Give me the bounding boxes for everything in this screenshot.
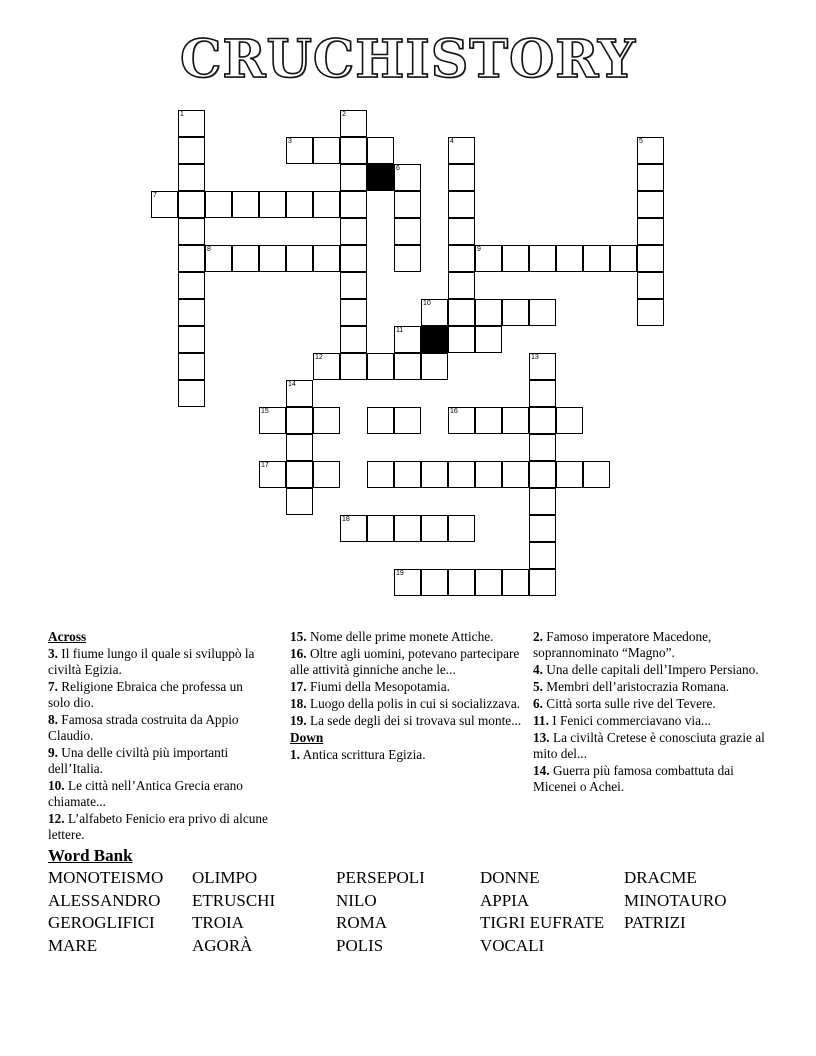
- crossword-cell[interactable]: [232, 245, 259, 272]
- clue-number: 14.: [533, 763, 550, 778]
- black-cell: [421, 326, 448, 353]
- crossword-cell[interactable]: [367, 137, 394, 164]
- word-bank-item: VOCALI: [480, 936, 545, 956]
- crossword-cell[interactable]: [529, 407, 556, 434]
- word-bank-item: TIGRI EUFRATE: [480, 913, 605, 933]
- crossword-cell[interactable]: [529, 488, 556, 515]
- crossword-cell[interactable]: [448, 299, 475, 326]
- crossword-cell[interactable]: [475, 407, 502, 434]
- clue: [533, 713, 773, 729]
- clue: [48, 646, 268, 678]
- crossword-cell[interactable]: [178, 380, 205, 407]
- clue: [290, 696, 525, 712]
- clue-number: 19.: [290, 713, 307, 728]
- crossword-cell[interactable]: [178, 164, 205, 191]
- crossword-cell[interactable]: [178, 110, 205, 137]
- crossword-cell[interactable]: [394, 164, 421, 191]
- crossword-cell[interactable]: [556, 407, 583, 434]
- crossword-cell[interactable]: [475, 245, 502, 272]
- clue-number: 3: [288, 138, 292, 145]
- clue: [533, 662, 773, 678]
- word-bank-item: ETRUSCHI: [192, 890, 276, 910]
- clue-number: 13.: [533, 730, 550, 745]
- crossword-cell[interactable]: [529, 353, 556, 380]
- crossword-cell[interactable]: [286, 461, 313, 488]
- crossword-cell[interactable]: [394, 461, 421, 488]
- clue-number: 15.: [290, 629, 307, 644]
- clue-text: Fiumi della Mesopotamia.: [306, 679, 450, 694]
- clue: [48, 778, 268, 810]
- crossword-cell[interactable]: [502, 407, 529, 434]
- page-title: CRUCHISTORY: [179, 29, 637, 90]
- crossword-cell[interactable]: [259, 191, 286, 218]
- crossword-cell[interactable]: [178, 326, 205, 353]
- crossword-cell[interactable]: [529, 434, 556, 461]
- word-bank-item: OLIMPO: [192, 868, 258, 887]
- crossword-cell[interactable]: [475, 569, 502, 596]
- word-bank-item: POLIS: [336, 936, 384, 956]
- crossword-cell[interactable]: [286, 191, 313, 218]
- crossword-cell[interactable]: [556, 461, 583, 488]
- crossword-cell[interactable]: [340, 299, 367, 326]
- word-bank-item: MINOTAURO: [624, 890, 727, 910]
- clue-number: 12.: [48, 811, 65, 826]
- clue-number: 5: [639, 138, 643, 145]
- clues-column-3: [533, 629, 773, 796]
- crossword-cell[interactable]: [448, 461, 475, 488]
- clue: [48, 679, 268, 711]
- crossword-cell[interactable]: [421, 353, 448, 380]
- crossword-cell[interactable]: [205, 191, 232, 218]
- crossword-cell[interactable]: [583, 461, 610, 488]
- word-bank-item: ALESSANDRO: [48, 890, 161, 910]
- clue: [533, 730, 773, 762]
- crossword-cell[interactable]: [394, 407, 421, 434]
- crossword-cell[interactable]: [340, 191, 367, 218]
- crossword-cell[interactable]: [259, 245, 286, 272]
- word-bank-item: DRACME: [624, 868, 697, 887]
- clue: [290, 629, 525, 645]
- clue-text: Religione Ebraica che professa un solo dio.: [48, 679, 243, 710]
- clue-number: 18.: [290, 696, 307, 711]
- clue-text: La civiltà Cretese è conosciuta grazie al mito del...: [533, 730, 765, 761]
- clue-text: Membri dell’aristocrazia Romana.: [542, 679, 730, 694]
- clue-text: Famosa strada costruita da Appio Claudio.: [48, 712, 239, 743]
- clue-text: I Fenici commerciavano via...: [548, 713, 711, 728]
- clue-text: L’alfabeto Fenicio era privo di alcune lettere.: [48, 811, 268, 842]
- clue: [533, 696, 773, 712]
- crossword-cell[interactable]: [637, 299, 664, 326]
- crossword-cell[interactable]: [313, 191, 340, 218]
- crossword-cell[interactable]: [286, 380, 313, 407]
- crossword-cell[interactable]: [448, 569, 475, 596]
- crossword-cell[interactable]: [367, 353, 394, 380]
- crossword-cell[interactable]: [448, 164, 475, 191]
- clue-number: 1: [180, 111, 184, 118]
- crossword-cell[interactable]: [502, 299, 529, 326]
- crossword-cell[interactable]: [178, 191, 205, 218]
- word-bank-item: MARE: [48, 936, 98, 956]
- crossword-cell[interactable]: [448, 191, 475, 218]
- crossword-cell[interactable]: [448, 137, 475, 164]
- clue-number: 5.: [533, 679, 543, 694]
- crossword-cell[interactable]: [286, 488, 313, 515]
- word-bank-item: GEROGLIFICI: [48, 913, 155, 933]
- clue-number: 16: [450, 408, 458, 415]
- crossword-cell[interactable]: [637, 164, 664, 191]
- crossword-cell[interactable]: [178, 299, 205, 326]
- clue-text: La sede degli dei si trovava sul monte...: [306, 713, 522, 728]
- clue-number: 10.: [48, 778, 65, 793]
- clue-number: 1.: [290, 747, 300, 762]
- clue-number: 19: [396, 570, 404, 577]
- clue-number: 12: [315, 354, 323, 361]
- crossword-cell[interactable]: [313, 407, 340, 434]
- clue-number: 7: [153, 192, 157, 199]
- word-bank-item: PERSEPOLI: [336, 868, 425, 887]
- crossword-cell[interactable]: [475, 299, 502, 326]
- crossword-cell[interactable]: [367, 407, 394, 434]
- crossword-cell[interactable]: [313, 353, 340, 380]
- crossword-cell[interactable]: [178, 245, 205, 272]
- crossword-cell[interactable]: [151, 191, 178, 218]
- crossword-cell[interactable]: [610, 245, 637, 272]
- crossword-cell[interactable]: [448, 407, 475, 434]
- crossword-cell[interactable]: [367, 461, 394, 488]
- crossword-cell[interactable]: [637, 245, 664, 272]
- crossword-cell[interactable]: [286, 245, 313, 272]
- crossword-cell[interactable]: [286, 407, 313, 434]
- clue-number: 2.: [533, 629, 543, 644]
- word-bank-item: AGORÀ: [192, 936, 253, 956]
- crossword-cell[interactable]: [340, 245, 367, 272]
- crossword-cell[interactable]: [178, 218, 205, 245]
- crossword-cell[interactable]: [637, 137, 664, 164]
- crossword-cell[interactable]: [178, 353, 205, 380]
- crossword-cell[interactable]: [178, 272, 205, 299]
- crossword-cell[interactable]: [340, 110, 367, 137]
- crossword-cell[interactable]: [286, 434, 313, 461]
- clues-column-1: [48, 629, 268, 844]
- crossword-cell[interactable]: [529, 515, 556, 542]
- clue-number: 6.: [533, 696, 543, 711]
- crossword-cell[interactable]: [475, 461, 502, 488]
- clue-number: 11.: [533, 713, 549, 728]
- crossword-cell[interactable]: [502, 245, 529, 272]
- clue-number: 10: [423, 300, 431, 307]
- crossword-cell[interactable]: [448, 272, 475, 299]
- crossword-cell[interactable]: [340, 353, 367, 380]
- clues-column-2: [290, 629, 525, 764]
- crossword-cell[interactable]: [232, 191, 259, 218]
- crossword-cell[interactable]: [394, 245, 421, 272]
- crossword-cell[interactable]: [286, 137, 313, 164]
- clue-number: 4.: [533, 662, 543, 677]
- clue: [290, 679, 525, 695]
- clue-text: Luogo della polis in cui si socializzava.: [306, 696, 521, 711]
- crossword-cell[interactable]: [394, 218, 421, 245]
- clue: [533, 629, 773, 661]
- crossword-cell[interactable]: [421, 299, 448, 326]
- clue: [48, 745, 268, 777]
- clue: [290, 646, 525, 678]
- clue-number: 9: [477, 246, 481, 253]
- crossword-cell[interactable]: [367, 515, 394, 542]
- clue-text: Famoso imperatore Macedone, soprannominato “Magno”.: [533, 629, 712, 660]
- word-bank-item: DONNE: [480, 868, 540, 887]
- clue: [290, 713, 525, 729]
- clue-number: 8: [207, 246, 211, 253]
- clue-text: Oltre agli uomini, potevano partecipare alle attività ginniche anche le...: [290, 646, 520, 677]
- clue-text: Le città nell’Antica Grecia erano chiamate...: [48, 778, 243, 809]
- crossword-cell[interactable]: [529, 245, 556, 272]
- crossword-cell[interactable]: [340, 326, 367, 353]
- crossword-cell[interactable]: [313, 245, 340, 272]
- word-bank-item: NILO: [336, 890, 377, 910]
- crossword-cell[interactable]: [637, 272, 664, 299]
- crossword-cell[interactable]: [259, 461, 286, 488]
- clue-number: 9.: [48, 745, 58, 760]
- clue: [48, 712, 268, 744]
- clue-number: 13: [531, 354, 539, 361]
- crossword-cell[interactable]: [475, 326, 502, 353]
- crossword-cell[interactable]: [583, 245, 610, 272]
- crossword-cell[interactable]: [394, 326, 421, 353]
- crossword-cell[interactable]: [394, 353, 421, 380]
- crossword-cell[interactable]: [259, 407, 286, 434]
- crossword-cell[interactable]: [529, 569, 556, 596]
- crossword-cell[interactable]: [529, 299, 556, 326]
- crossword-cell[interactable]: [313, 461, 340, 488]
- crossword-cell[interactable]: [394, 515, 421, 542]
- clue: [533, 679, 773, 695]
- crossword-cell[interactable]: [448, 245, 475, 272]
- clue: [533, 763, 773, 795]
- clue-number: 4: [450, 138, 454, 145]
- clue-text: Città sorta sulle rive del Tevere.: [542, 696, 716, 711]
- crossword-cell[interactable]: [529, 542, 556, 569]
- crossword-cell[interactable]: [502, 569, 529, 596]
- clue: [48, 811, 268, 843]
- clue-number: 7.: [48, 679, 58, 694]
- clue-number: 2: [342, 111, 346, 118]
- crossword-cell[interactable]: [340, 164, 367, 191]
- crossword-cell[interactable]: [529, 380, 556, 407]
- clue: [290, 747, 525, 763]
- clue-text: Antica scrittura Egizia.: [299, 747, 426, 762]
- crossword-cell[interactable]: [205, 245, 232, 272]
- clue-number: 18: [342, 516, 350, 523]
- word-bank-item: TROIA: [192, 913, 244, 933]
- word-bank-item: MONOTEISMO: [48, 868, 164, 887]
- clue-number: 3.: [48, 646, 58, 661]
- clue-number: 11: [396, 327, 404, 334]
- word-bank-item: APPIA: [480, 890, 530, 910]
- crossword-cell[interactable]: [556, 245, 583, 272]
- clue-number: 15: [261, 408, 269, 415]
- black-cell: [367, 164, 394, 191]
- crossword-cell[interactable]: [421, 461, 448, 488]
- clues-heading: Down: [290, 730, 324, 745]
- crossword-cell[interactable]: [637, 191, 664, 218]
- crossword-cell[interactable]: [448, 218, 475, 245]
- word-bank-item: PATRIZI: [624, 913, 686, 933]
- clue-number: 17.: [290, 679, 307, 694]
- crossword-cell[interactable]: [421, 515, 448, 542]
- crossword-cell[interactable]: [421, 569, 448, 596]
- crossword-cell[interactable]: [340, 137, 367, 164]
- clue-number: 6: [396, 165, 400, 172]
- clue-number: 17: [261, 462, 269, 469]
- clue-text: Una delle civiltà più importanti dell’Italia.: [48, 745, 229, 776]
- clue-text: Il fiume lungo il quale si sviluppò la civiltà Egizia.: [48, 646, 255, 677]
- crossword-cell[interactable]: [394, 569, 421, 596]
- clue-text: Nome delle prime monete Attiche.: [306, 629, 494, 644]
- clue-text: Guerra più famosa combattuta dai Micenei o Achei.: [533, 763, 734, 794]
- crossword-cell[interactable]: [313, 137, 340, 164]
- crossword-cell[interactable]: [340, 515, 367, 542]
- clue-number: 14: [288, 381, 296, 388]
- clues-heading: Across: [48, 629, 87, 644]
- crossword-cell[interactable]: [502, 461, 529, 488]
- clue-number: 8.: [48, 712, 58, 727]
- crossword-cell[interactable]: [637, 218, 664, 245]
- word-bank-title: Word Bank: [48, 846, 133, 865]
- crossword-cell[interactable]: [340, 218, 367, 245]
- crossword-cell[interactable]: [448, 515, 475, 542]
- crossword-cell[interactable]: [529, 461, 556, 488]
- clue-number: 16.: [290, 646, 307, 661]
- crossword-cell[interactable]: [178, 137, 205, 164]
- word-bank-item: ROMA: [336, 913, 388, 933]
- clue-text: Una delle capitali dell’Impero Persiano.: [542, 662, 759, 677]
- crossword-cell[interactable]: [394, 191, 421, 218]
- crossword-cell[interactable]: [448, 326, 475, 353]
- crossword-cell[interactable]: [340, 272, 367, 299]
